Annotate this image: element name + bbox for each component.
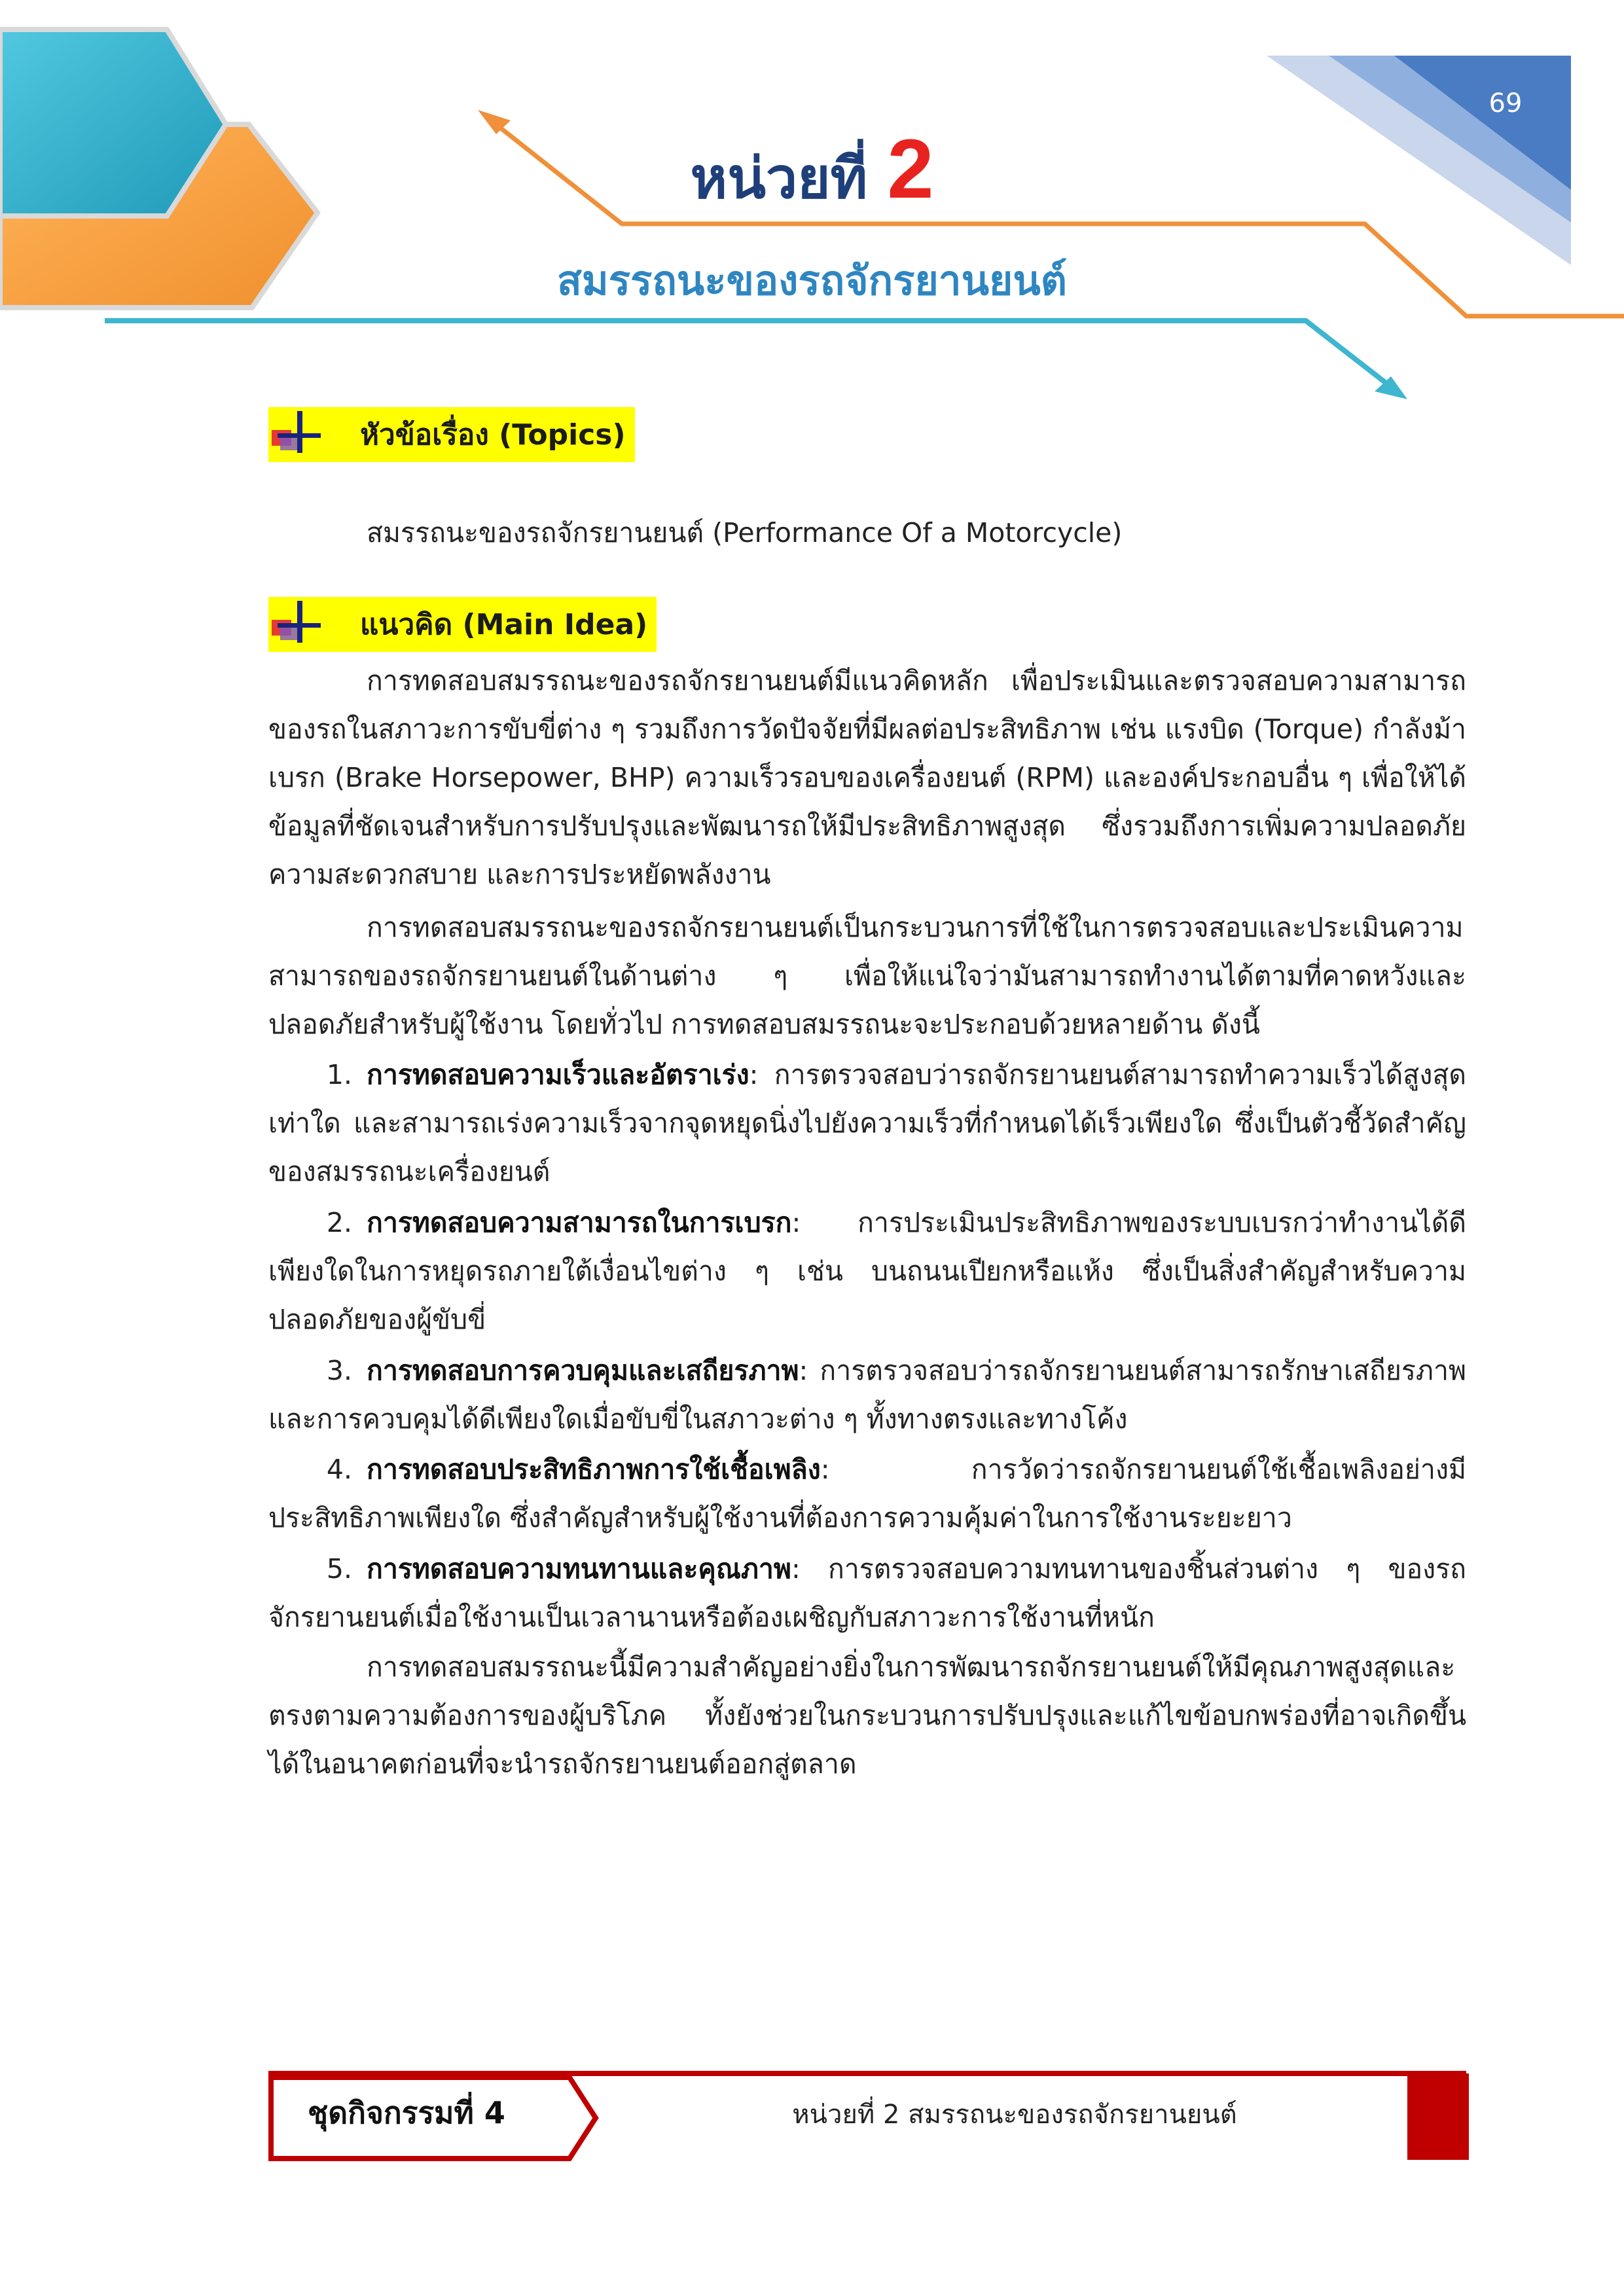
teal-arrow-line (105, 321, 1394, 389)
unit-title-prefix: หน่วยที่ (690, 146, 868, 211)
main-idea-paragraph-2: การทดสอบสมรรถนะของรถจักรยานยนต์เป็นกระบวนการที่ใช้ในการตรวจสอบและประเมินความสามารถของรถจักรยานยนต์ในด้านต่าง ๆ เพื่อให้แน่ใจว่ามันสามารถทำงานได้ตามที่คาดหวังและปลอดภัยสำหรับผู้ใช้งาน โดยทั่วไป การทดสอบสมรรถนะจะประกอบด้วยหลายด้าน ดังนี้ (268, 912, 1466, 1040)
list-item: 3. การทดสอบการควบคุมและเสถียรภาพ: การตรวจสอบว่ารถจักรยานยนต์สามารถรักษาเสถียรภาพและการควบคุมได้ดีเพียงใดเมื่อขับขี่ในสภาวะต่าง ๆ ทั้งทางตรงและทางโค้ง (268, 1355, 1466, 1435)
list-item-text: : การวัดว่ารถจักรยานยนต์ใช้เชื้อเพลิงอย่างมีประสิทธิภาพเพียงใด ซึ่งสำคัญสำหรับผู้ใช้งานที่ต้องการความคุ้มค่าในการใช้งานระยะยาว (268, 1454, 1466, 1534)
footer-activity-label: ชุดกิจกรรมที่ 4 (308, 2095, 505, 2130)
list-item-title: การทดสอบความเร็วและอัตราเร่ง (367, 1059, 749, 1090)
bullet-cross-icon (268, 407, 360, 462)
list-item-text: : การประเมินประสิทธิภาพของระบบเบรกว่าทำงานได้ดีเพียงใดในการหยุดรถภายใต้เงื่อนไขต่าง ๆ เช่น บนถนนเปียกหรือแห้ง ซึ่งเป็นสิ่งสำคัญสำหรับความปลอดภัยของผู้ขับขี่ (268, 1207, 1466, 1335)
topics-heading-label: หัวข้อเรื่อง (Topics) (360, 418, 626, 452)
topics-item: สมรรถนะของรถจักรยานยนต์ (Performance Of a Motorcycle) (367, 517, 1123, 548)
main-idea-heading-label: แนวคิด (Main Idea) (360, 608, 648, 641)
list-item-text: : การตรวจสอบว่ารถจักรยานยนต์สามารถทำความเร็วได้สูงสุดเท่าใด และสามารถเร่งความเร็วจากจุดหยุดนิ่งไปยังความเร็วที่กำหนดได้เร็วเพียงใด ซึ่งเป็นตัวชี้วัดสำคัญของสมรรถนะเครื่องยนต์ (268, 1059, 1466, 1187)
unit-title (0, 121, 1624, 223)
unit-title-number: 2 (887, 122, 934, 216)
list-item-title: การทดสอบความสามารถในการเบรก (367, 1207, 792, 1238)
footer-red-block (1407, 2073, 1469, 2160)
main-idea-paragraph-3: การทดสอบสมรรถนะนี้มีความสำคัญอย่างยิ่งในการพัฒนารถจักรยานยนต์ให้มีคุณภาพสูงสุดและตรงตามความต้องการของผู้บริโภค ทั้งยังช่วยในกระบวนการปรับปรุงและแก้ไขข้อบกพร่องที่อาจเกิดขึ้นได้ในอนาคตก่อนที่จะนำรถจักรยานยนต์ออกสู่ตลาด (268, 1651, 1466, 1780)
list-item-text: : การตรวจสอบความทนทานของชิ้นส่วนต่าง ๆ ของรถจักรยานยนต์เมื่อใช้งานเป็นเวลานานหรือต้องเผชิญกับสภาวะการใช้งานที่หนัก (268, 1553, 1466, 1633)
unit-subtitle: สมรรถนะของรถจักรยานยนต์ (557, 257, 1067, 304)
list-item: 5. การทดสอบความทนทานและคุณภาพ: การตรวจสอบความทนทานของชิ้นส่วนต่าง ๆ ของรถจักรยานยนต์เมื่อใช้งานเป็นเวลานานหรือต้องเผชิญกับสภาวะการใช้งานที่หนัก (268, 1553, 1466, 1633)
list-item-title: การทดสอบการควบคุมและเสถียรภาพ (367, 1355, 799, 1386)
list-item: 4. การทดสอบประสิทธิภาพการใช้เชื้อเพลิง: การวัดว่ารถจักรยานยนต์ใช้เชื้อเพลิงอย่างมีประสิทธิภาพเพียงใด ซึ่งสำคัญสำหรับผู้ใช้งานที่ต้องการความคุ้มค่าในการใช้งานระยะยาว (268, 1454, 1466, 1534)
footer-center-text: หน่วยที่ 2 สมรรถนะของรถจักรยานยนต์ (792, 2100, 1237, 2130)
page-number: 69 (1489, 88, 1523, 118)
bullet-cross-icon (268, 597, 360, 652)
list-item-text: : การตรวจสอบว่ารถจักรยานยนต์สามารถรักษาเสถียรภาพและการควบคุมได้ดีเพียงใดเมื่อขับขี่ในสภาวะต่าง ๆ ทั้งทางตรงและทางโค้ง (268, 1355, 1466, 1435)
list-item: 1. การทดสอบความเร็วและอัตราเร่ง: การตรวจสอบว่ารถจักรยานยนต์สามารถทำความเร็วได้สูงสุดเท่าใด และสามารถเร่งความเร็วจากจุดหยุดนิ่งไปยังความเร็วที่กำหนดได้เร็วเพียงใด ซึ่งเป็นตัวชี้วัดสำคัญของสมรรถนะเครื่องยนต์ (268, 1059, 1466, 1187)
list-item-title: การทดสอบความทนทานและคุณภาพ (367, 1553, 791, 1585)
list-item-title: การทดสอบประสิทธิภาพการใช้เชื้อเพลิง (367, 1454, 821, 1485)
main-idea-heading (268, 597, 657, 652)
list-item: 2. การทดสอบความสามารถในการเบรก: การประเมินประสิทธิภาพของระบบเบรกว่าทำงานได้ดีเพียงใดในการหยุดรถภายใต้เงื่อนไขต่าง ๆ เช่น บนถนนเปียกหรือแห้ง ซึ่งเป็นสิ่งสำคัญสำหรับความปลอดภัยของผู้ขับขี่ (268, 1207, 1466, 1335)
topics-heading (268, 407, 635, 462)
main-idea-paragraph-1: การทดสอบสมรรถนะของรถจักรยานยนต์มีแนวคิดหลัก เพื่อประเมินและตรวจสอบความสามารถของรถในสภาวะการขับขี่ต่าง ๆ รวมถึงการวัดปัจจัยที่มีผลต่อประสิทธิภาพ เช่น แรงบิด (Torque) กำลังม้าเบรก (Brake Horsepower, BHP) ความเร็วรอบของเครื่องยนต์ (RPM) และองค์ประกอบอื่น ๆ เพื่อให้ได้ข้อมูลที่ชัดเจนสำหรับการปรับปรุงและพัฒนารถให้มีประสิทธิภาพสูงสุด ซึ่งรวมถึงการเพิ่มความปลอดภัย ความสะดวกสบาย และการประหยัดพลังงาน (268, 665, 1466, 890)
